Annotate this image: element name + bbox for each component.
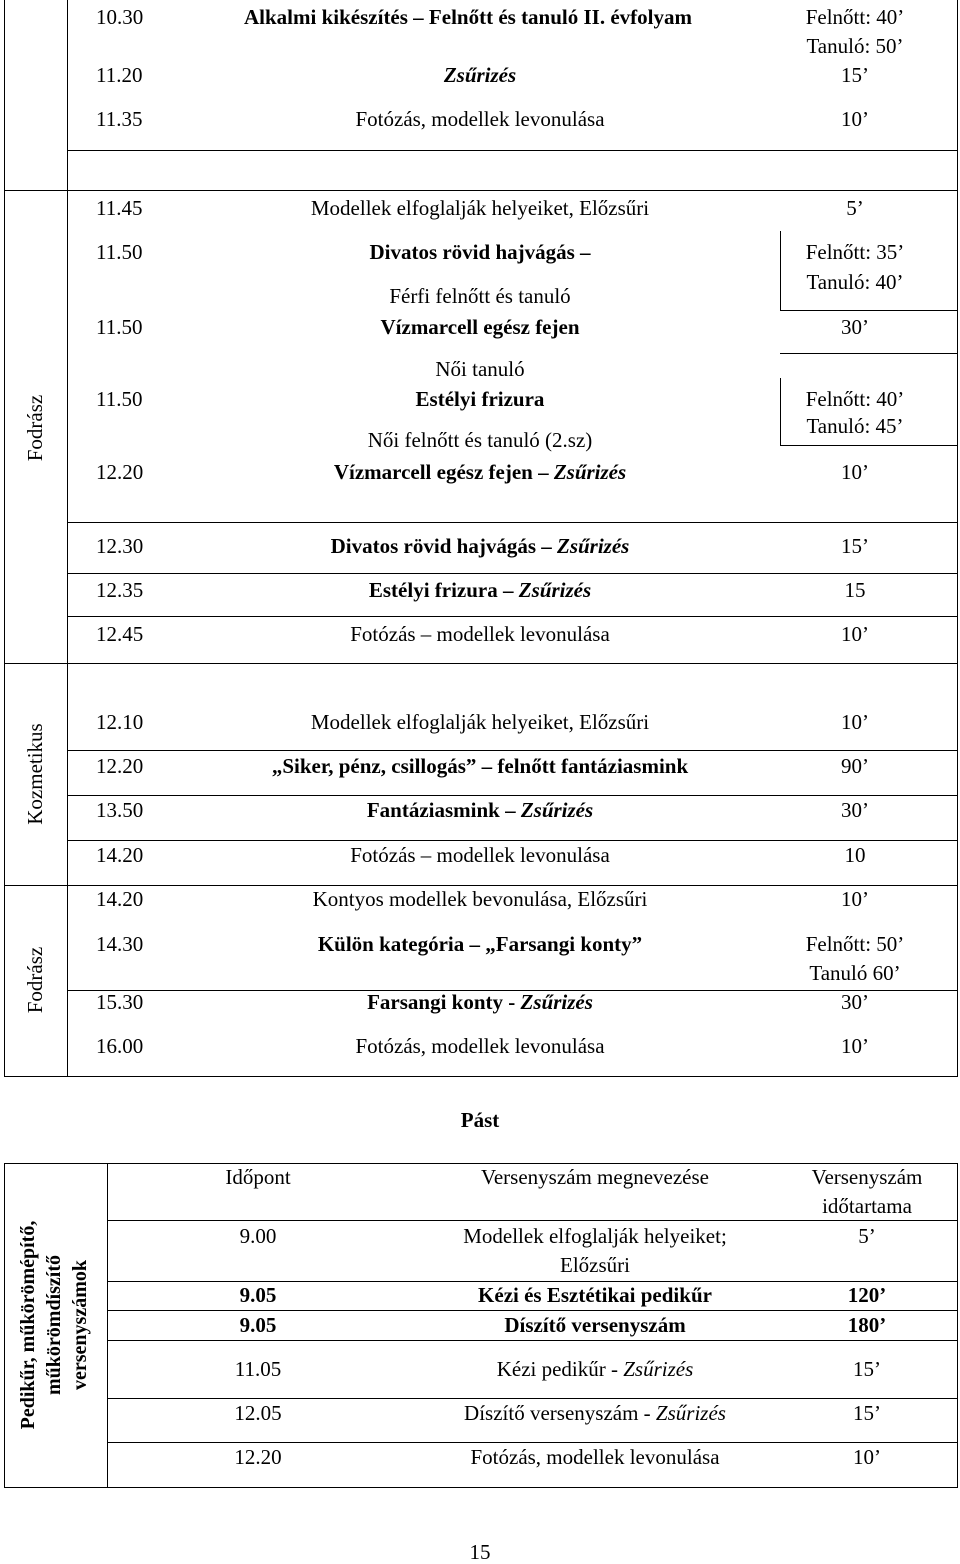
event-time: 11.50 (96, 315, 143, 339)
event-time: 16.00 (96, 1034, 144, 1058)
event-subtitle: Női tanuló (435, 357, 525, 381)
event-time: 13.50 (96, 798, 144, 822)
event-time: 12.05 (234, 1401, 282, 1425)
event-duration: 15’ (841, 63, 869, 87)
event-name (416, 387, 545, 411)
event-name-bold: Divatos rövid hajvágás – (330, 534, 557, 558)
row-divider (780, 231, 781, 310)
row-divider (107, 1220, 957, 1221)
row-divider (67, 795, 957, 796)
event-duration: 30’ (841, 990, 869, 1014)
event-name (463, 1224, 727, 1248)
event-name (244, 5, 692, 29)
event-name (369, 578, 591, 602)
event-duration: 10’ (853, 1445, 881, 1469)
event-duration: 10’ (841, 710, 869, 734)
event-name-italic: Zsűrizés (443, 63, 517, 87)
event-name-text: Kontyos modellek bevonulása, Előzsűri (312, 887, 648, 911)
category-side-label (15, 1165, 95, 1485)
event-duration-secondary: Tanuló: 45’ (806, 414, 904, 438)
event-duration: 10 (844, 843, 866, 867)
event-duration: Felnőtt: 50’ (805, 932, 905, 956)
event-duration: 5’ (858, 1224, 876, 1248)
event-duration: 15 (844, 578, 866, 602)
event-name-text: Modellek elfoglalják helyeiket, Előzsűri (310, 710, 650, 734)
event-time: 9.05 (239, 1283, 277, 1307)
event-time: 11.20 (96, 63, 143, 87)
event-duration: Felnőtt: 35’ (805, 240, 905, 264)
row-divider (67, 573, 957, 574)
event-name-text: Fotózás, modellek levonulása (470, 1445, 720, 1469)
side-label: Kozmetikus (23, 723, 47, 825)
category-divider (4, 663, 958, 664)
event-duration: 90’ (841, 754, 869, 778)
event-name-bold: Estélyi frizura (415, 387, 545, 411)
event-name (504, 1313, 685, 1337)
table-border-left (4, 0, 5, 1077)
row-divider (107, 1281, 957, 1282)
event-name-italic: Zsűrizés (520, 798, 594, 822)
event-time: 12.35 (96, 578, 144, 602)
event-name (464, 1401, 726, 1425)
event-name (313, 887, 648, 911)
event-name-bold: Kézi és Esztétikai pedikűr (478, 1283, 712, 1307)
event-name-bold: Fantáziasmink – (366, 798, 521, 822)
event-duration: 10’ (841, 887, 869, 911)
table-border-left (4, 1163, 5, 1488)
category-divider (4, 885, 958, 886)
event-subtitle: Női felnőtt és tanuló (2.sz) (367, 428, 593, 452)
event-name-text: Fotózás – modellek levonulása (350, 622, 610, 646)
side-label: Fodrász (23, 394, 47, 462)
event-name-text: Modellek elfoglalják helyeiket, Előzsűri (310, 196, 650, 220)
event-time: 11.05 (234, 1357, 282, 1381)
event-duration: Felnőtt: 40’ (805, 5, 905, 29)
event-name (478, 1283, 712, 1307)
row-divider (780, 445, 957, 446)
event-name-bold: Alkalmi kikészítés – Felnőtt és tanuló II. évfolyam (244, 5, 692, 29)
event-name-bold: Vízmarcell egész fejen (380, 315, 580, 339)
event-time: 12.20 (234, 1445, 282, 1469)
event-name (367, 798, 593, 822)
event-time: 11.35 (96, 107, 143, 131)
category-divider (4, 190, 958, 191)
event-name (311, 196, 649, 220)
event-time: 12.30 (96, 534, 144, 558)
event-name-text: Fotózás, modellek levonulása (355, 107, 605, 131)
event-time: 12.10 (96, 710, 144, 734)
event-time: 11.50 (96, 387, 143, 411)
event-duration: 180’ (847, 1313, 887, 1337)
header-time: Időpont (225, 1165, 291, 1189)
event-name (334, 460, 626, 484)
event-name (331, 534, 630, 558)
event-time: 11.45 (96, 196, 143, 220)
side-label-line: műkörömdíszítő (43, 1255, 65, 1395)
row-divider (107, 1340, 957, 1341)
event-duration: 10’ (841, 1034, 869, 1058)
side-label: Fodrász (23, 946, 47, 1014)
event-name-bold: Külön kategória – „Farsangi konty” (317, 932, 643, 956)
event-name (318, 932, 642, 956)
row-divider (780, 378, 781, 445)
row-divider (107, 1398, 957, 1399)
event-name-bold: Estélyi frizura – (368, 578, 519, 602)
event-time: 12.45 (96, 622, 144, 646)
row-divider (67, 750, 957, 751)
row-divider (107, 1310, 957, 1311)
event-name (350, 622, 610, 646)
event-name (380, 315, 579, 339)
event-duration: 15’ (841, 534, 869, 558)
table-border-bottom (4, 1076, 958, 1077)
event-name (369, 240, 590, 264)
event-name-bold: Vízmarcell egész fejen – (333, 460, 554, 484)
event-name (355, 1034, 604, 1058)
header-dur-line2: időtartama (822, 1194, 912, 1218)
event-name (311, 710, 649, 734)
event-name-continued: Előzsűri (560, 1253, 630, 1277)
event-duration: 10’ (841, 107, 869, 131)
row-divider (67, 840, 957, 841)
row-divider (780, 353, 957, 354)
event-name-italic: Zsűrizés (553, 460, 627, 484)
event-time: 12.20 (96, 754, 144, 778)
table-border-top (4, 1163, 958, 1164)
event-name-italic: Zsűrizés (655, 1401, 726, 1425)
event-name (497, 1357, 694, 1381)
event-time: 12.20 (96, 460, 144, 484)
event-time: 9.05 (239, 1313, 277, 1337)
row-divider (67, 150, 957, 151)
event-duration: 15’ (853, 1401, 881, 1425)
table-border-right (957, 0, 958, 1077)
header-dur-line1: Versenyszám (811, 1165, 923, 1189)
event-name (470, 1445, 719, 1469)
event-name-text: Modellek elfoglalják helyeiket; (463, 1224, 727, 1248)
event-duration-secondary: Tanuló: 40’ (806, 270, 904, 294)
event-name-text: Fotózás, modellek levonulása (355, 1034, 605, 1058)
event-time: 11.50 (96, 240, 143, 264)
event-name-italic: Zsűrizés (518, 578, 592, 602)
side-label-line: versenyszámok (69, 1260, 91, 1390)
table-column-divider (67, 0, 68, 1077)
event-name (355, 107, 604, 131)
row-divider (67, 522, 957, 523)
event-duration: 30’ (841, 798, 869, 822)
page-number: 15 (469, 1540, 491, 1564)
event-subtitle: Férfi felnőtt és tanuló (389, 284, 571, 308)
table-border-bottom (4, 1487, 958, 1488)
event-name-bold: Divatos rövid hajvágás – (369, 240, 591, 264)
event-duration: 5’ (846, 196, 864, 220)
event-name (367, 990, 593, 1014)
event-duration: 120’ (847, 1283, 887, 1307)
event-name-text: Díszítő versenyszám - (464, 1401, 656, 1425)
event-name-bold: „Siker, pénz, csillogás” – felnőtt fantáziasmink (271, 754, 689, 778)
event-name-text: Kézi pedikűr - (496, 1357, 624, 1381)
event-duration: 10’ (841, 460, 869, 484)
event-time: 9.00 (239, 1224, 277, 1248)
event-name (272, 754, 688, 778)
event-time: 14.30 (96, 932, 144, 956)
event-time: 14.20 (96, 887, 144, 911)
event-duration-secondary: Tanuló 60’ (809, 961, 901, 985)
event-duration: Felnőtt: 40’ (805, 387, 905, 411)
event-duration: 15’ (853, 1357, 881, 1381)
event-name (350, 843, 610, 867)
event-duration: 30’ (841, 315, 869, 339)
event-time: 10.30 (96, 5, 144, 29)
event-time: 15.30 (96, 990, 144, 1014)
event-time: 14.20 (96, 843, 144, 867)
event-name-bold: Díszítő versenyszám (504, 1313, 686, 1337)
past-heading: Pást (460, 1108, 500, 1132)
table-column-divider (107, 1163, 108, 1488)
header-name: Versenyszám megnevezése (481, 1165, 709, 1189)
event-duration-secondary: Tanuló: 50’ (806, 34, 904, 58)
event-duration: 10’ (841, 622, 869, 646)
row-divider (107, 1442, 957, 1443)
row-divider (67, 616, 957, 617)
event-name-italic: Zsűrizés (520, 990, 593, 1014)
event-name-italic: Zsűrizés (623, 1357, 694, 1381)
row-divider (780, 310, 957, 311)
event-name-italic: Zsűrizés (557, 534, 630, 558)
event-name-bold: Farsangi konty - (367, 990, 521, 1014)
event-name-text: Fotózás – modellek levonulása (350, 843, 610, 867)
table-border-right (957, 1163, 958, 1488)
side-label-line: Pedikűr, műkörömépítő, (17, 1220, 39, 1430)
event-name (444, 63, 516, 87)
